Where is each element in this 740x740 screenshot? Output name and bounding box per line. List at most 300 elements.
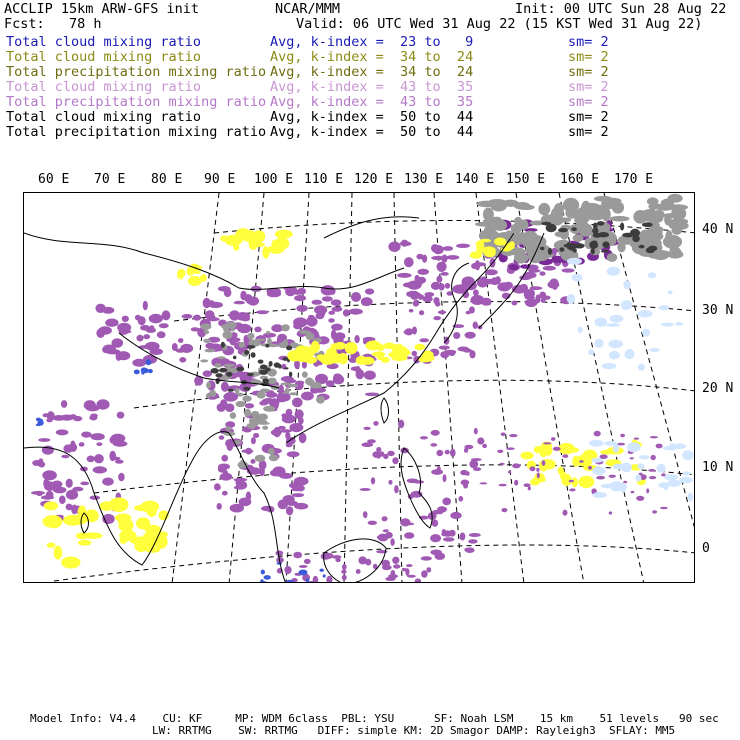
cloud-blob bbox=[563, 510, 568, 516]
cloud-blob bbox=[441, 255, 447, 263]
cloud-blob bbox=[426, 567, 431, 572]
cloud-blob bbox=[483, 208, 494, 222]
cloud-blob bbox=[282, 414, 296, 423]
cloud-blob bbox=[253, 422, 259, 426]
cloud-blob bbox=[637, 463, 644, 469]
cloud-blob bbox=[489, 199, 506, 204]
cloud-blob bbox=[642, 329, 650, 337]
cloud-blob bbox=[595, 318, 608, 327]
cloud-blob bbox=[593, 492, 607, 498]
cloud-blob bbox=[331, 299, 342, 305]
cloud-blob bbox=[594, 339, 603, 348]
cloud-blob bbox=[514, 217, 522, 226]
cloud-blob bbox=[284, 367, 288, 369]
cloud-blob bbox=[530, 478, 540, 485]
cloud-blob bbox=[251, 411, 259, 418]
cloud-blob bbox=[398, 420, 404, 428]
cloud-blob bbox=[257, 391, 266, 398]
cloud-blob bbox=[277, 562, 282, 565]
cloud-blob bbox=[230, 412, 236, 419]
cloud-blob bbox=[528, 486, 531, 490]
cloud-blob bbox=[38, 458, 43, 466]
cloud-blob bbox=[593, 223, 598, 230]
cloud-blob bbox=[440, 272, 448, 276]
cloud-blob bbox=[500, 463, 505, 465]
cloud-blob bbox=[617, 242, 625, 253]
legend-avg-6: Avg, k-index = 50 to 44 bbox=[270, 109, 474, 125]
cloud-blob bbox=[118, 473, 125, 482]
cloud-blob bbox=[412, 327, 417, 335]
cloud-blob bbox=[376, 447, 381, 452]
cloud-blob bbox=[84, 400, 96, 410]
legend-field-1: Total cloud mixing ratio bbox=[6, 34, 202, 50]
cloud-blob bbox=[484, 248, 496, 257]
cloud-blob bbox=[509, 264, 519, 270]
lat-label-0: 0 bbox=[702, 541, 710, 556]
cloud-blob bbox=[404, 330, 411, 334]
cloud-blob bbox=[294, 295, 306, 301]
cloud-blob bbox=[249, 239, 258, 250]
cloud-blob bbox=[105, 319, 118, 327]
cloud-blob bbox=[388, 242, 400, 252]
cloud-blob bbox=[251, 437, 256, 444]
cloud-blob bbox=[537, 472, 540, 478]
cloud-blob bbox=[329, 353, 343, 363]
cloud-blob bbox=[224, 392, 238, 402]
lon-label-80e: 80 E bbox=[151, 172, 183, 187]
cloud-blob bbox=[567, 258, 582, 265]
cloud-blob bbox=[358, 556, 366, 564]
cloud-blob bbox=[193, 315, 201, 321]
cloud-blob bbox=[226, 372, 232, 377]
cloud-blob bbox=[630, 229, 640, 237]
cloud-blob bbox=[482, 444, 487, 448]
cloud-blob bbox=[638, 364, 645, 371]
legend-avg-5: Avg, k-index = 43 to 35 bbox=[270, 94, 474, 110]
cloud-blob bbox=[659, 305, 669, 310]
legend-avg-4: Avg, k-index = 43 to 35 bbox=[270, 79, 474, 95]
cloud-blob bbox=[613, 464, 624, 470]
cloud-blob bbox=[561, 268, 574, 272]
cloud-blob bbox=[652, 510, 657, 513]
cloud-blob bbox=[280, 429, 291, 433]
cloud-blob bbox=[233, 356, 237, 360]
cloud-blob bbox=[96, 442, 102, 446]
cloud-blob bbox=[416, 278, 423, 285]
cloud-blob bbox=[579, 223, 593, 236]
cloud-blob bbox=[597, 221, 605, 226]
cloud-blob bbox=[278, 385, 284, 393]
cloud-blob bbox=[293, 317, 307, 327]
cloud-blob bbox=[289, 372, 292, 378]
cloud-blob bbox=[52, 415, 65, 421]
cloud-blob bbox=[361, 442, 373, 447]
cloud-blob bbox=[449, 351, 456, 357]
cloud-blob bbox=[571, 477, 578, 487]
cloud-blob bbox=[639, 245, 645, 249]
map-panel bbox=[23, 192, 695, 583]
cloud-blob bbox=[73, 416, 82, 421]
cloud-blob bbox=[322, 296, 333, 301]
cloud-blob bbox=[431, 244, 439, 252]
lon-label-160e: 160 E bbox=[560, 172, 600, 187]
cloud-blob bbox=[111, 434, 126, 443]
cloud-blob bbox=[63, 444, 73, 452]
cloud-blob bbox=[443, 246, 453, 251]
cloud-blob bbox=[256, 310, 268, 314]
legend-sm-6: sm= 2 bbox=[568, 109, 609, 125]
legend-field-7: Total precipitation mixing ratio bbox=[6, 124, 267, 140]
cloud-blob bbox=[354, 335, 359, 343]
cloud-blob bbox=[220, 473, 233, 481]
cloud-blob bbox=[591, 248, 595, 254]
border-mongolia bbox=[324, 217, 419, 238]
cloud-blob bbox=[220, 235, 228, 241]
cloud-blob bbox=[421, 556, 432, 560]
cloud-blob bbox=[464, 548, 468, 552]
cloud-blob bbox=[61, 400, 67, 408]
legend-field-6: Total cloud mixing ratio bbox=[6, 109, 202, 125]
cloud-blob bbox=[342, 575, 347, 581]
legend-field-5: Total precipitation mixing ratio bbox=[6, 94, 267, 110]
cloud-blob bbox=[247, 333, 254, 340]
cloud-blob bbox=[624, 349, 634, 359]
legend-field-4: Total cloud mixing ratio bbox=[6, 79, 202, 95]
cloud-blob bbox=[598, 232, 609, 237]
cloud-blob bbox=[239, 498, 252, 507]
cloud-blob bbox=[542, 296, 550, 300]
lon-label-120e: 120 E bbox=[354, 172, 394, 187]
cloud-blob bbox=[433, 316, 441, 320]
cloud-blob bbox=[215, 486, 221, 490]
cloud-blob bbox=[275, 551, 283, 556]
cloud-blob bbox=[333, 375, 344, 384]
cloud-blob bbox=[613, 444, 619, 453]
cloud-blob bbox=[102, 307, 114, 314]
cloud-blob bbox=[391, 355, 407, 361]
cloud-blob bbox=[330, 343, 346, 350]
cloud-blob bbox=[392, 457, 398, 464]
cloud-blob bbox=[534, 446, 544, 453]
cloud-blob bbox=[283, 495, 295, 504]
cloud-blob bbox=[262, 426, 268, 430]
cloud-blob bbox=[543, 266, 556, 271]
cloud-blob bbox=[392, 557, 399, 564]
cloud-blob bbox=[594, 196, 612, 202]
cloud-blob bbox=[211, 368, 219, 374]
cloud-blob bbox=[328, 311, 335, 315]
cloud-blob bbox=[558, 467, 564, 475]
cloud-blob bbox=[509, 434, 517, 437]
cloud-blob bbox=[140, 325, 150, 331]
cloud-blob bbox=[397, 273, 411, 278]
cloud-blob bbox=[558, 228, 568, 232]
cloud-blob bbox=[609, 351, 620, 359]
cloud-blob bbox=[431, 430, 440, 436]
cloud-blob bbox=[607, 253, 617, 262]
cloud-blob bbox=[638, 310, 653, 317]
cloud-blob bbox=[609, 475, 613, 477]
lat-label-20n: 20 N bbox=[702, 381, 734, 396]
cloud-blob bbox=[260, 579, 264, 583]
cloud-blob bbox=[679, 477, 693, 484]
cloud-blob bbox=[535, 294, 540, 303]
cloud-blob bbox=[134, 370, 140, 375]
cloud-blob bbox=[365, 393, 379, 397]
cloud-blob bbox=[263, 406, 275, 412]
cloud-blob bbox=[302, 371, 308, 377]
cloud-blob bbox=[669, 222, 689, 231]
cloud-blob bbox=[43, 515, 63, 528]
cloud-blob bbox=[221, 342, 225, 348]
cloud-blob bbox=[239, 342, 245, 348]
cloud-blob bbox=[200, 359, 208, 362]
cloud-blob bbox=[244, 409, 251, 417]
cloud-blob bbox=[66, 479, 73, 488]
cloud-blob bbox=[419, 338, 429, 342]
cloud-blob bbox=[569, 488, 575, 491]
cloud-blob bbox=[648, 246, 657, 252]
cloud-blob bbox=[610, 216, 630, 222]
forecast-hour: Fcst: 78 h bbox=[4, 16, 102, 32]
cloud-blob bbox=[281, 324, 290, 331]
cloud-blob bbox=[342, 564, 347, 570]
cloud-blob bbox=[172, 343, 178, 351]
cloud-blob bbox=[236, 401, 246, 407]
cloud-blob bbox=[225, 403, 234, 412]
coast-borneo bbox=[324, 539, 386, 583]
cloud-blob bbox=[38, 420, 44, 426]
cloud-blob bbox=[438, 310, 446, 314]
cloud-blob bbox=[594, 431, 601, 437]
cloud-blob bbox=[132, 359, 146, 367]
cloud-blob bbox=[497, 450, 503, 453]
cloud-blob bbox=[303, 349, 311, 354]
cloud-blob bbox=[159, 323, 169, 328]
graticule-lon-110e bbox=[344, 193, 352, 583]
cloud-blob bbox=[157, 331, 166, 338]
cloud-blob bbox=[420, 436, 428, 439]
cloud-blob bbox=[206, 317, 219, 321]
cloud-blob bbox=[288, 384, 298, 387]
cloud-blob bbox=[623, 481, 627, 484]
cloud-blob bbox=[440, 346, 445, 350]
cloud-blob bbox=[90, 433, 104, 440]
cloud-blob bbox=[539, 477, 546, 482]
init-time: Init: 00 UTC Sun 28 Aug 22 bbox=[515, 1, 727, 17]
cloud-blob bbox=[38, 438, 50, 442]
cloud-blob bbox=[463, 483, 468, 488]
cloud-blob bbox=[178, 338, 183, 343]
cloud-blob bbox=[206, 382, 211, 389]
cloud-blob bbox=[361, 297, 373, 306]
cloud-blob bbox=[589, 440, 604, 447]
cloud-blob bbox=[468, 539, 478, 543]
cloud-blob bbox=[482, 279, 495, 285]
cloud-blob bbox=[115, 460, 124, 464]
cloud-blob bbox=[538, 203, 550, 215]
cloud-blob bbox=[548, 281, 560, 289]
cloud-blob bbox=[627, 442, 641, 452]
cloud-blob bbox=[265, 368, 271, 372]
cloud-blob bbox=[548, 248, 552, 255]
cloud-blob bbox=[162, 310, 171, 320]
cloud-blob bbox=[247, 345, 256, 349]
cloud-blob bbox=[356, 356, 367, 365]
cloud-blob bbox=[250, 459, 255, 464]
cloud-blob bbox=[501, 432, 506, 436]
cloud-blob bbox=[437, 466, 441, 472]
cloud-blob bbox=[218, 464, 230, 470]
legend-avg-7: Avg, k-index = 50 to 44 bbox=[270, 124, 474, 140]
cloud-blob bbox=[264, 575, 271, 580]
cloud-blob bbox=[247, 230, 255, 240]
cloud-blob bbox=[296, 305, 307, 312]
cloud-blob bbox=[148, 369, 153, 373]
cloud-blob bbox=[494, 238, 506, 246]
cloud-blob bbox=[572, 274, 583, 282]
cloud-blob bbox=[299, 565, 308, 568]
cloud-blob bbox=[100, 501, 114, 511]
cloud-blob bbox=[106, 345, 114, 352]
cloud-blob bbox=[404, 532, 414, 539]
cloud-blob bbox=[393, 564, 400, 568]
cloud-blob bbox=[668, 194, 683, 203]
cloud-blob bbox=[573, 248, 577, 252]
cloud-blob bbox=[683, 471, 691, 475]
legend-field-3: Total precipitation mixing ratio bbox=[6, 64, 267, 80]
cloud-blob bbox=[609, 340, 624, 349]
cloud-blob bbox=[581, 201, 591, 216]
legend-avg-2: Avg, k-index = 34 to 24 bbox=[270, 49, 474, 65]
cloud-blob bbox=[203, 339, 211, 343]
cloud-blob bbox=[182, 314, 193, 319]
cloud-blob bbox=[94, 454, 104, 463]
cloud-blob bbox=[525, 296, 536, 300]
cloud-blob bbox=[469, 306, 475, 313]
cloud-blob bbox=[304, 559, 311, 564]
cloud-blob bbox=[331, 324, 343, 331]
cloud-blob bbox=[351, 367, 361, 372]
cloud-blob bbox=[306, 332, 315, 340]
cloud-blob bbox=[620, 223, 624, 231]
cloud-blob bbox=[109, 451, 116, 461]
cloud-blob bbox=[228, 389, 234, 392]
border-north bbox=[24, 233, 404, 289]
cloud-blob bbox=[143, 334, 150, 339]
cloud-blob bbox=[437, 506, 447, 512]
cloud-blob bbox=[602, 208, 611, 222]
cloud-blob bbox=[621, 300, 632, 310]
cloud-blob bbox=[102, 478, 114, 486]
cloud-blob bbox=[456, 244, 470, 248]
cloud-blob bbox=[323, 574, 326, 577]
cloud-blob bbox=[116, 352, 122, 361]
cloud-blob bbox=[404, 257, 414, 267]
cloud-blob bbox=[415, 578, 421, 583]
cloud-blob bbox=[656, 464, 665, 473]
legend-sm-5: sm= 2 bbox=[568, 94, 609, 110]
cloud-blob bbox=[514, 202, 531, 210]
cloud-blob bbox=[42, 470, 57, 480]
cloud-blob bbox=[606, 323, 620, 327]
lon-label-90e: 90 E bbox=[204, 172, 236, 187]
cloud-blob bbox=[469, 460, 478, 468]
cloud-blob bbox=[341, 570, 346, 574]
cloud-blob bbox=[520, 452, 533, 460]
cloud-blob bbox=[469, 533, 481, 537]
cloud-blob bbox=[602, 363, 617, 369]
cloud-blob bbox=[663, 484, 668, 491]
cloud-blob bbox=[529, 286, 542, 290]
model-info-line-2: LW: RRTMG SW: RRTMG DIFF: simple KM: 2D Smagor DAMP: Rayleigh3 SFLAY: MM5 bbox=[152, 724, 676, 737]
cloud-blob bbox=[524, 483, 531, 487]
cloud-blob bbox=[623, 280, 630, 289]
cloud-blob bbox=[477, 437, 484, 444]
legend-avg-3: Avg, k-index = 34 to 24 bbox=[270, 64, 474, 80]
cloud-blob bbox=[436, 450, 443, 456]
lon-label-110e: 110 E bbox=[304, 172, 344, 187]
cloud-blob bbox=[609, 511, 612, 514]
cloud-blob bbox=[81, 432, 91, 438]
cloud-blob bbox=[224, 364, 235, 367]
cloud-blob bbox=[222, 491, 228, 496]
lon-label-130e: 130 E bbox=[404, 172, 444, 187]
cloud-blob bbox=[514, 480, 518, 486]
cloud-blob bbox=[287, 451, 300, 457]
cloud-blob bbox=[200, 323, 211, 329]
cloud-map bbox=[24, 193, 695, 583]
cloud-blob bbox=[269, 361, 273, 367]
cloud-blob bbox=[647, 208, 656, 222]
cloud-blob bbox=[328, 318, 335, 323]
cloud-blob bbox=[143, 301, 148, 311]
cloud-blob bbox=[601, 250, 609, 253]
cloud-blob bbox=[602, 241, 609, 248]
cloud-blob bbox=[235, 388, 240, 394]
lon-label-150e: 150 E bbox=[506, 172, 546, 187]
cloud-blob bbox=[317, 354, 326, 360]
cloud-blob bbox=[262, 398, 276, 403]
cloud-blob bbox=[405, 523, 414, 526]
cloud-blob bbox=[331, 329, 336, 339]
cloud-blob bbox=[621, 486, 626, 492]
cloud-blob bbox=[578, 327, 583, 334]
cloud-blob bbox=[639, 455, 650, 459]
cloud-blob bbox=[233, 244, 239, 251]
cloud-blob bbox=[321, 555, 329, 558]
cloud-blob bbox=[265, 344, 269, 348]
cloud-blob bbox=[402, 568, 407, 571]
cloud-blob bbox=[663, 235, 682, 249]
cloud-blob bbox=[253, 433, 259, 438]
valid-time: Valid: 06 UTC Wed 31 Aug 22 (15 KST Wed 31 Aug 22) bbox=[296, 16, 703, 32]
cloud-blob bbox=[596, 476, 605, 480]
cloud-blob bbox=[546, 224, 557, 232]
cloud-blob bbox=[365, 288, 374, 294]
cloud-blob bbox=[286, 346, 292, 351]
cloud-blob bbox=[437, 262, 447, 272]
cloud-blob bbox=[484, 226, 496, 232]
cloud-blob bbox=[149, 314, 163, 324]
cloud-blob bbox=[667, 480, 681, 487]
cloud-blob bbox=[279, 393, 291, 401]
cloud-fields bbox=[31, 194, 694, 583]
cloud-blob bbox=[99, 326, 112, 334]
cloud-blob bbox=[54, 546, 63, 560]
cloud-blob bbox=[542, 460, 546, 466]
cloud-blob bbox=[119, 530, 136, 541]
